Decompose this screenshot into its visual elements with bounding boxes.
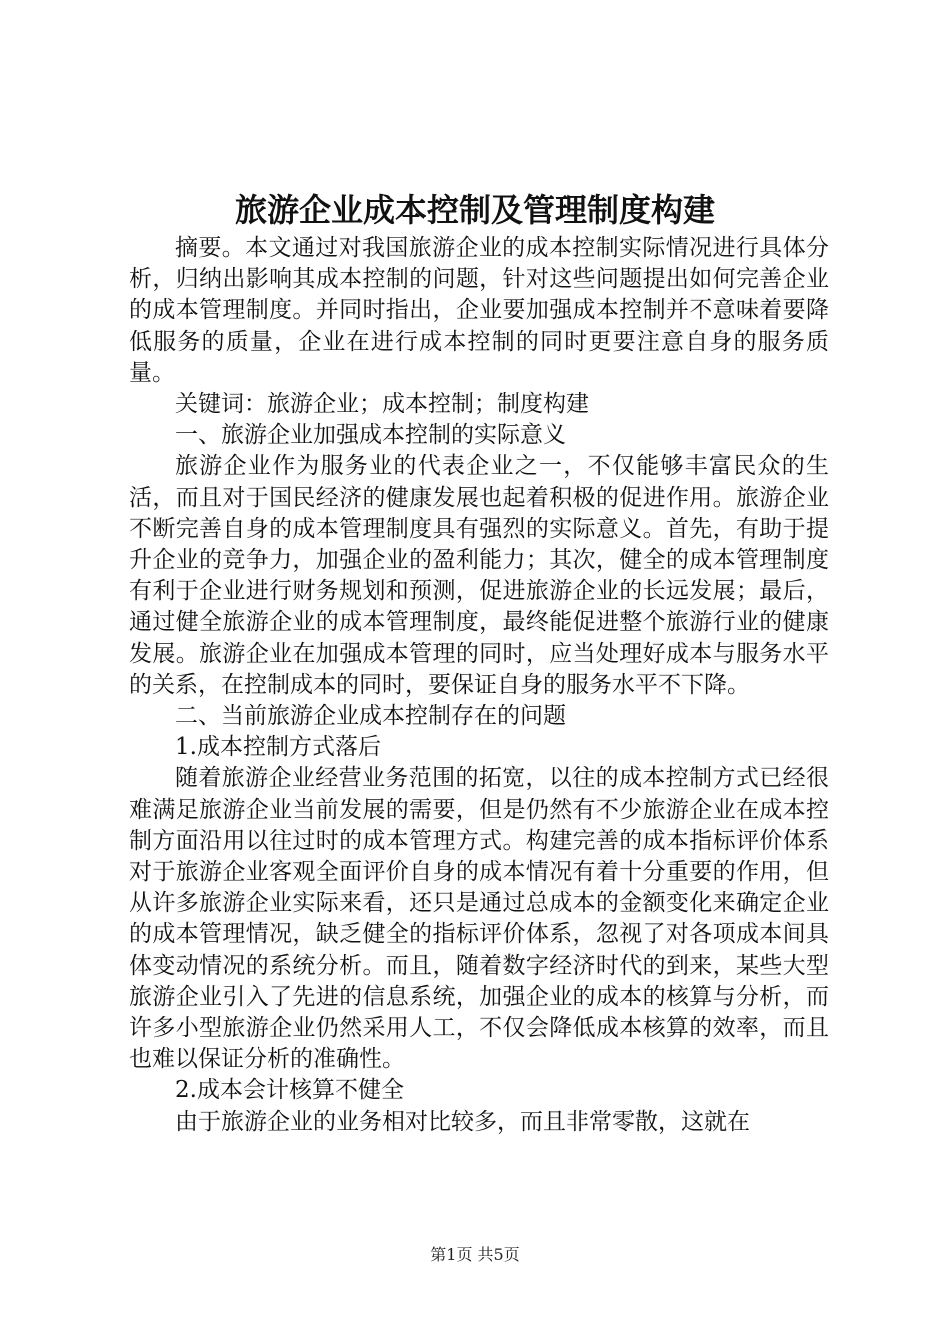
- document-title: 旅游企业成本控制及管理制度构建: [234, 191, 715, 229]
- keywords-paragraph: 关键词：旅游企业；成本控制；制度构建: [175, 391, 589, 418]
- body-paragraph: 旅游企业作为服务业的代表企业之一，不仅能够丰富民众的生活，而且对于国民经济的健康发展也起着积极的促进作用。旅游企业不断完善自身的成本管理制度具有强烈的实际意义。首先，有助于提升企业的竞争力，加强企业的盈利能力；其次，健全的成本管理制度有利于企业进行财务规划和预测，促进旅游企业的长远发展；最后，通过健全旅游企业的成本管理制度，最终能促进整个旅游行业的健康发展。旅游企业在加强成本管理的同时，应当处理好成本与服务水平的关系，在控制成本的同时，要保证自身的服务水平不下降。: [129, 453, 829, 698]
- subsection-heading-1: 1.成本控制方式落后: [175, 734, 381, 761]
- body-paragraph: 由于旅游企业的业务相对比较多，而且非常零散，这就在: [175, 1108, 750, 1135]
- document-body: [129, 233, 829, 1138]
- section-heading-1: 一、旅游企业加强成本控制的实际意义: [175, 422, 566, 449]
- subsection-heading-2: 2.成本会计核算不健全: [175, 1077, 404, 1104]
- page-footer: 第1页 共5页: [430, 1245, 520, 1264]
- section-heading-2: 二、当前旅游企业成本控制存在的问题: [175, 703, 566, 730]
- abstract-paragraph: 摘要。本文通过对我国旅游企业的成本控制实际情况进行具体分析，归纳出影响其成本控制的问题，针对这些问题提出如何完善企业的成本管理制度。并同时指出，企业要加强成本控制并不意味着要降低服务的质量，企业在进行成本控制的同时更要注意自身的服务质量。: [129, 235, 829, 386]
- body-paragraph: 随着旅游企业经营业务范围的拓宽，以往的成本控制方式已经很难满足旅游企业当前发展的需要，但是仍然有不少旅游企业在成本控制方面沿用以往过时的成本管理方式。构建完善的成本指标评价体系对于旅游企业客观全面评价自身的成本情况有着十分重要的作用，但从许多旅游企业实际来看，还只是通过总成本的金额变化来确定企业的成本管理情况，缺乏健全的指标评价体系，忽视了对各项成本间具体变动情况的系统分析。而且，随着数字经济时代的到来，某些大型旅游企业引入了先进的信息系统，加强企业的成本的核算与分析，而许多小型旅游企业仍然采用人工，不仅会降低成本核算的效率，而且也难以保证分析的准确性。: [129, 765, 829, 1073]
